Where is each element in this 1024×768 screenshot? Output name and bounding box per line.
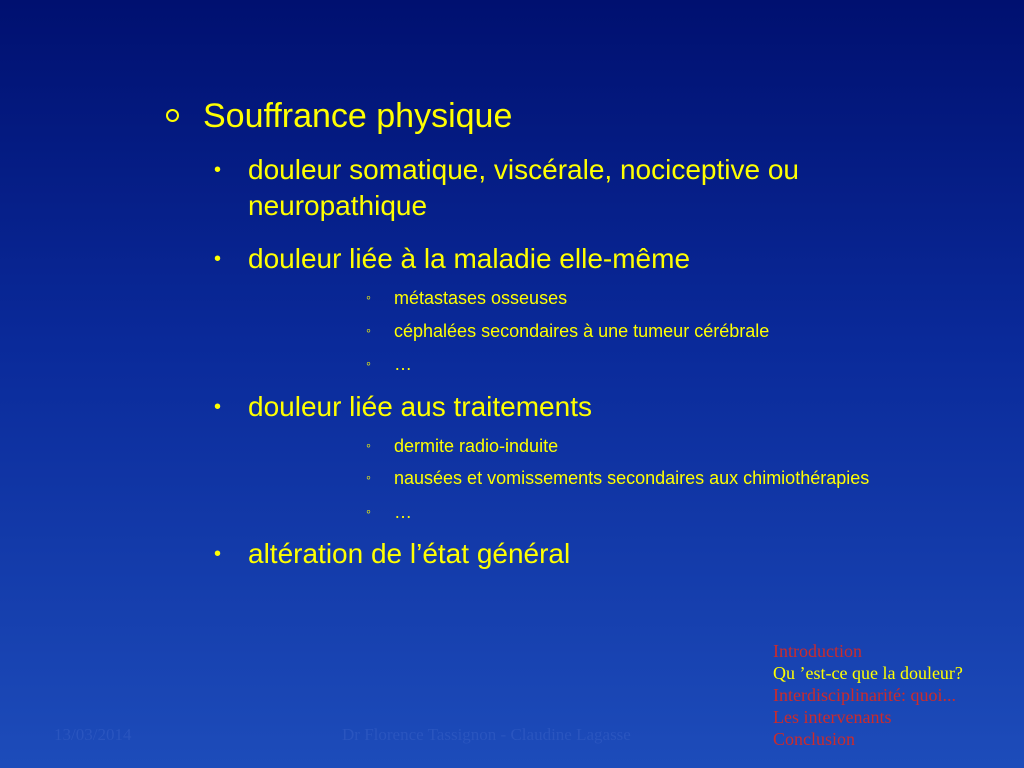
bullet-text: douleur liée aus traitements: [248, 391, 592, 422]
hollow-circle-bullet-icon: [166, 109, 179, 122]
bullet-text: douleur liée à la maladie elle-même: [248, 243, 691, 274]
sub-bullet-text: …: [394, 502, 412, 522]
bullet-text: altération de l’état général: [248, 538, 571, 569]
hollow-circle-bullet-icon: ◦: [366, 289, 371, 305]
section-navigation: [773, 640, 963, 750]
sub-bullet-item: [366, 352, 1006, 376]
hollow-circle-bullet-icon: ◦: [366, 355, 371, 371]
bullet-icon: •: [214, 543, 222, 565]
sub-bullet-item: [366, 466, 1006, 490]
bullet-icon: •: [214, 159, 222, 181]
bullet-item: [214, 152, 974, 224]
bullet-item: [214, 241, 974, 277]
sub-bullet-item: [366, 434, 1006, 458]
sub-bullet-text: céphalées secondaires à une tumeur cérébrale: [394, 321, 770, 341]
hollow-circle-bullet-icon: ◦: [366, 469, 371, 485]
hollow-circle-bullet-icon: ◦: [366, 503, 371, 519]
nav-item-conclusion[interactable]: Conclusion: [773, 729, 856, 749]
nav-item-introduction[interactable]: Introduction: [773, 641, 862, 661]
nav-item-intervenants[interactable]: Les intervenants: [773, 707, 892, 727]
bullet-item: [214, 536, 974, 572]
nav-item-interdisciplinarite[interactable]: Interdisciplinarité: quoi...: [773, 685, 956, 705]
sub-bullet-text: dermite radio-induite: [394, 436, 559, 456]
bullet-item: [214, 389, 974, 425]
hollow-circle-bullet-icon: ◦: [366, 322, 371, 338]
sub-bullet-text: …: [394, 354, 412, 374]
bullet-icon: •: [214, 248, 222, 270]
bullet-text: douleur somatique, viscérale, nociceptive ou neuropathique: [248, 154, 799, 221]
footer-authors: Dr Florence Tassignon - Claudine Lagasse: [342, 725, 631, 744]
sub-bullet-item: [366, 319, 1006, 343]
sub-bullet-text: métastases osseuses: [394, 288, 568, 308]
hollow-circle-bullet-icon: ◦: [366, 437, 371, 453]
sub-bullet-text: nausées et vomissements secondaires aux chimiothérapies: [394, 468, 870, 488]
sub-bullet-item: [366, 500, 1006, 524]
footer-date: 13/03/2014: [54, 725, 132, 744]
nav-item-douleur[interactable]: Qu ’est-ce que la douleur?: [773, 663, 963, 683]
slide-heading: Souffrance physique: [203, 97, 513, 135]
sub-bullet-item: [366, 286, 1006, 310]
bullet-icon: •: [214, 396, 222, 418]
